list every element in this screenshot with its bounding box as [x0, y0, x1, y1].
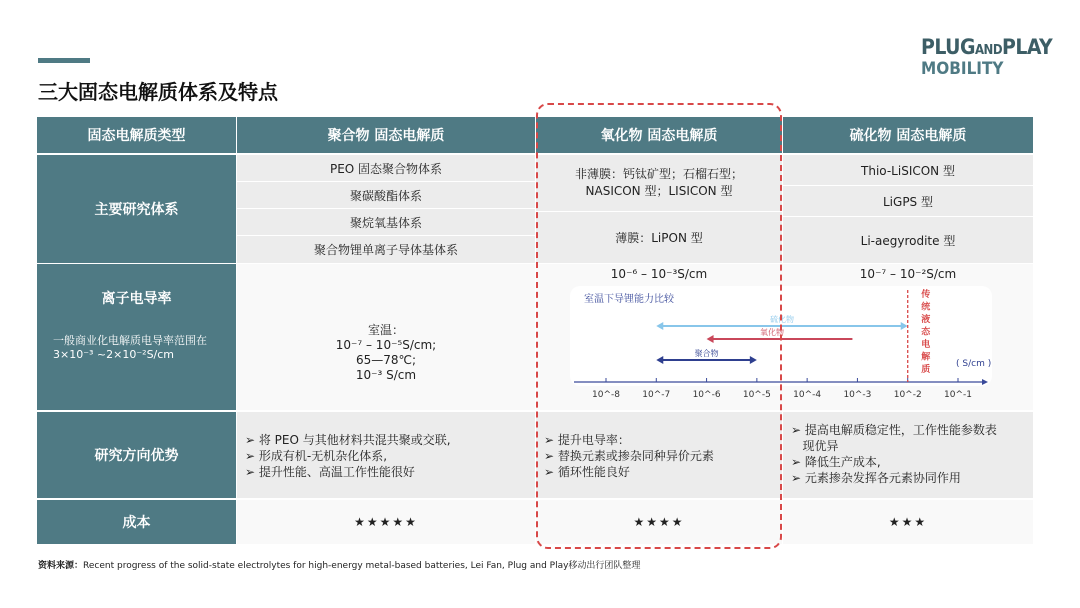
oxide-conductivity: 10⁻⁶ – 10⁻³S/cm: [610, 267, 708, 281]
row-label-conductivity: [37, 264, 236, 410]
conductivity-chart: [570, 284, 992, 404]
advantage-bullet: ➢ 提升电导率：: [544, 433, 630, 447]
polymer-conductivity: 室温： 10⁻⁷ – 10⁻⁵S/cm; 65—78℃; 10⁻³ S/cm: [237, 264, 535, 410]
liquid-label-char: 态: [921, 327, 931, 338]
header-type: 固态电解质类型: [37, 117, 236, 153]
advantage-bullet: ➢ 元素掺杂发挥各元素协同作用: [791, 471, 961, 485]
advantage-bullet: ➢ 形成有机-无机杂化体系,: [245, 449, 388, 463]
liquid-label-char: 电: [921, 340, 931, 350]
range-label: 硫化物: [770, 315, 794, 324]
sulfide-system-item: Li-aegyrodite 型: [783, 217, 1033, 263]
advantage-bullet: ➢ 提高电解质稳定性，工作性能参数表: [791, 423, 997, 437]
advantage-bullet: ➢ 降低生产成本,: [791, 455, 881, 469]
accent-bar: [38, 58, 90, 63]
range-label: 氧化物: [760, 328, 784, 337]
header-oxide: 氧化物 固态电解质: [536, 117, 782, 153]
advantage-bullet: ➢ 提升性能、高温工作性能很好: [245, 465, 415, 479]
oxide-advantage: [536, 412, 782, 498]
row-label-advantage: 研究方向优势: [37, 412, 236, 498]
axis-unit: ( S/cm ): [956, 359, 992, 369]
conductivity-label: 离子电导率: [101, 291, 172, 307]
row-label-system: 主要研究体系: [37, 155, 236, 263]
polymer-cost-stars: ★★★★★: [237, 500, 535, 544]
liquid-label-char: 解: [921, 352, 931, 363]
header-polymer: 聚合物 固态电解质: [237, 117, 535, 153]
page-title: 三大固态电解质体系及特点: [38, 80, 278, 104]
plug-and-play-logo: PLUGANDPLAY MOBILITY: [921, 35, 1053, 79]
sulfide-system-item: LiGPS 型: [783, 186, 1033, 216]
row-label-cost: 成本: [37, 500, 236, 544]
advantage-bullet: ➢ 将 PEO 与其他材料共混共聚或交联,: [245, 433, 451, 447]
sulfide-cost-stars: ★★★: [783, 500, 1033, 544]
liquid-label-char: 液: [921, 315, 931, 325]
oxide-cost-stars: ★★★★: [536, 500, 782, 544]
range-label: 聚合物: [694, 349, 719, 358]
x-tick-label: 10^-8: [592, 390, 620, 400]
x-tick-label: 10^-5: [742, 390, 771, 400]
x-tick-label: 10^-4: [793, 390, 822, 400]
x-tick-label: 10^-6: [692, 390, 721, 400]
advantage-bullet: ➢ 替换元素或掺杂同种异价元素: [544, 449, 714, 463]
sulfide-system-item: Thio-LiSICON 型: [783, 155, 1033, 185]
polymer-system-item: 聚合物锂单离子导体基体系: [237, 236, 535, 263]
oxide-system-film: 薄膜：LiPON 型: [536, 212, 782, 263]
x-tick-label: 10^-2: [893, 390, 922, 400]
advantage-bullet: 现优异: [791, 439, 839, 453]
source-note: 资料来源：Recent progress of the solid-state electrolytes for high-energy metal-based batteries, Lei Fan, Plug and Play移动出行团队整理: [38, 561, 641, 571]
chart-title: 室温下导锂能力比较: [584, 294, 674, 305]
sulfide-advantage: [783, 412, 1033, 498]
commercial-range-note: 一般商业化电解质电导率范围在 3×10⁻³ ~2×10⁻²S/cm: [53, 334, 207, 361]
liquid-label-char: 质: [921, 365, 931, 375]
polymer-system-item: PEO 固态聚合物体系: [237, 155, 535, 181]
polymer-system-item: 聚烷氧基体系: [237, 209, 535, 235]
liquid-label-char: 统: [921, 302, 931, 313]
polymer-system-item: 聚碳酸酯体系: [237, 182, 535, 208]
oxide-system-nonfilm: 非薄膜：钙钛矿型；石榴石型； NASICON 型；LISICON 型: [536, 155, 782, 211]
x-tick-label: 10^-1: [944, 390, 972, 400]
header-sulfide: 硫化物 固态电解质: [783, 117, 1033, 153]
x-tick-label: 10^-7: [642, 390, 671, 400]
sulfide-conductivity: 10⁻⁷ – 10⁻²S/cm: [859, 267, 957, 281]
liquid-label-char: 传: [921, 290, 931, 300]
polymer-advantage: [237, 412, 535, 498]
x-tick-label: 10^-3: [843, 390, 872, 400]
advantage-bullet: ➢ 循环性能良好: [544, 465, 630, 479]
